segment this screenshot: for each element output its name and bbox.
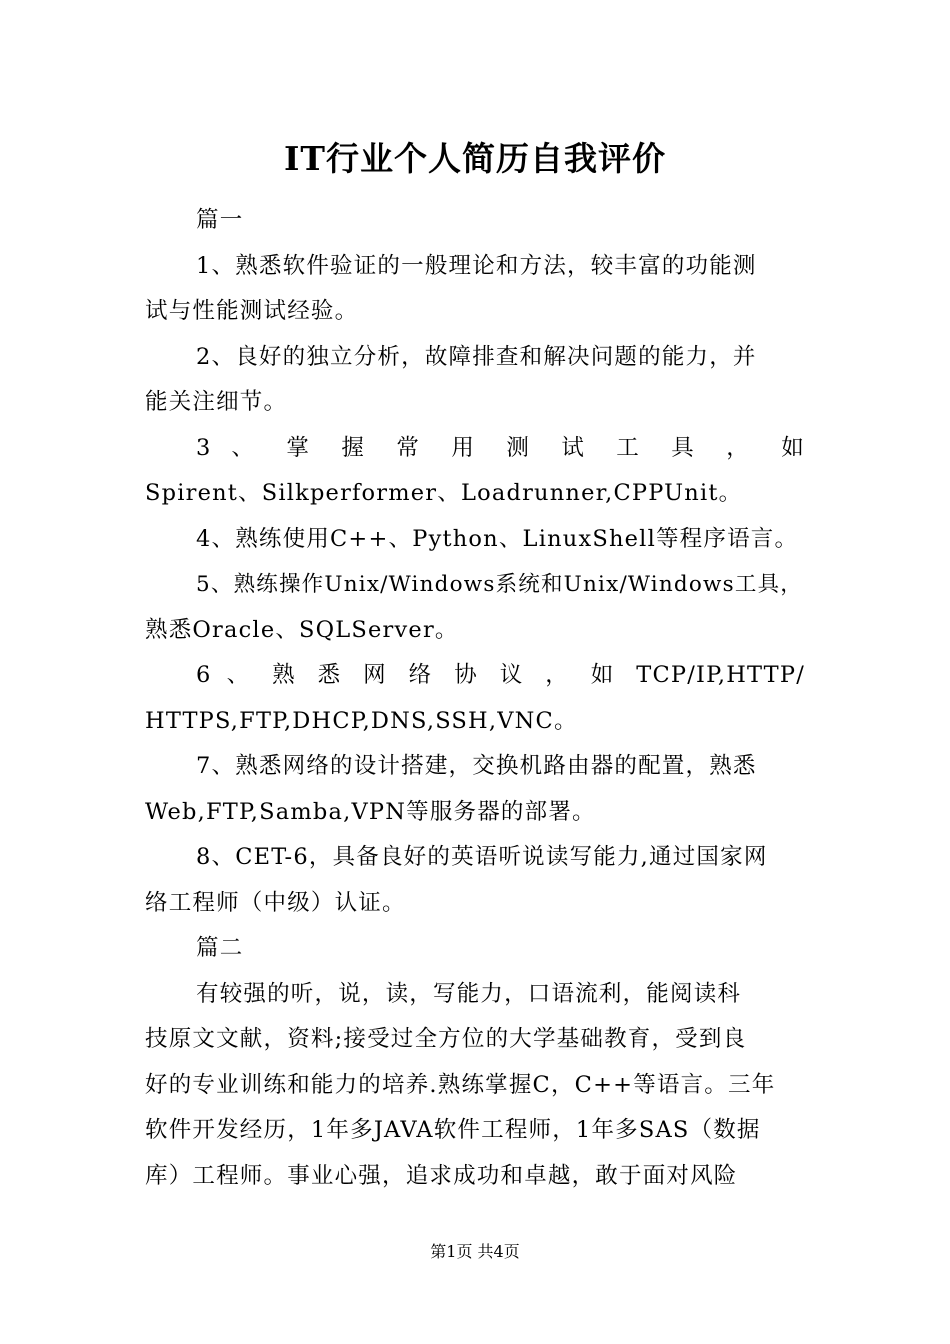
paragraph-line: 4、熟练使用C++、Python、LinuxShell等程序语言。 xyxy=(196,525,799,552)
paragraph-line: 软件开发经历，1年多JAVA软件工程师，1年多SAS（数据 xyxy=(145,1117,761,1143)
paragraph-line: 能关注细节。 xyxy=(145,389,288,415)
paragraph-line: 8、CET-6，具备良好的英语听说读写能力,通过国家网 xyxy=(196,844,768,870)
paragraph-line: HTTPS,FTP,DHCP,DNS,SSH,VNC。 xyxy=(145,707,578,734)
document-title: IT行业个人简历自我评价 xyxy=(284,139,666,178)
paragraph-line: 7、熟悉网络的设计搭建，交换机路由器的配置，熟悉 xyxy=(196,753,757,779)
paragraph-line: Web,FTP,Samba,VPN等服务器的部署。 xyxy=(145,798,596,825)
paragraph-line: 3 、 掌 握 常 用 测 试 工 具 ， 如 xyxy=(196,434,805,461)
paragraph-line: 2、良好的独立分析，故障排查和解决问题的能力，并 xyxy=(196,343,757,370)
section-heading: 篇二 xyxy=(196,935,244,961)
page-number-footer: 第1页 共4页 xyxy=(430,1242,520,1261)
paragraph-line: 6 、 熟 悉 网 络 协 议 ， 如 TCP/IP,HTTP/ xyxy=(196,662,805,688)
paragraph-line: 试与性能测试经验。 xyxy=(145,298,359,324)
paragraph-line: 技原文文献，资料;接受过全方位的大学基础教育，受到良 xyxy=(145,1026,747,1052)
paragraph-line: 好的专业训练和能力的培养.熟练掌握C，C++等语言。三年 xyxy=(145,1071,776,1098)
section-heading: 篇一 xyxy=(196,207,244,233)
paragraph-line: Spirent、Silkperformer、Loadrunner,CPPUnit。 xyxy=(145,480,743,506)
paragraph-line: 5、熟练操作Unix/Windows系统和Unix/Windows工具， xyxy=(196,572,803,597)
paragraph-line: 络工程师（中级）认证。 xyxy=(145,889,406,916)
paragraph-line: 库）工程师。事业心强，追求成功和卓越，敢于面对风险 xyxy=(145,1162,738,1189)
paragraph-line: 熟悉Oracle、SQLServer。 xyxy=(145,616,459,643)
paragraph-line: 1、熟悉软件验证的一般理论和方法，较丰富的功能测 xyxy=(196,252,757,279)
document-body xyxy=(145,198,805,1199)
paragraph-line: 有较强的听，说，读，写能力，口语流利，能阅读科 xyxy=(196,980,742,1007)
